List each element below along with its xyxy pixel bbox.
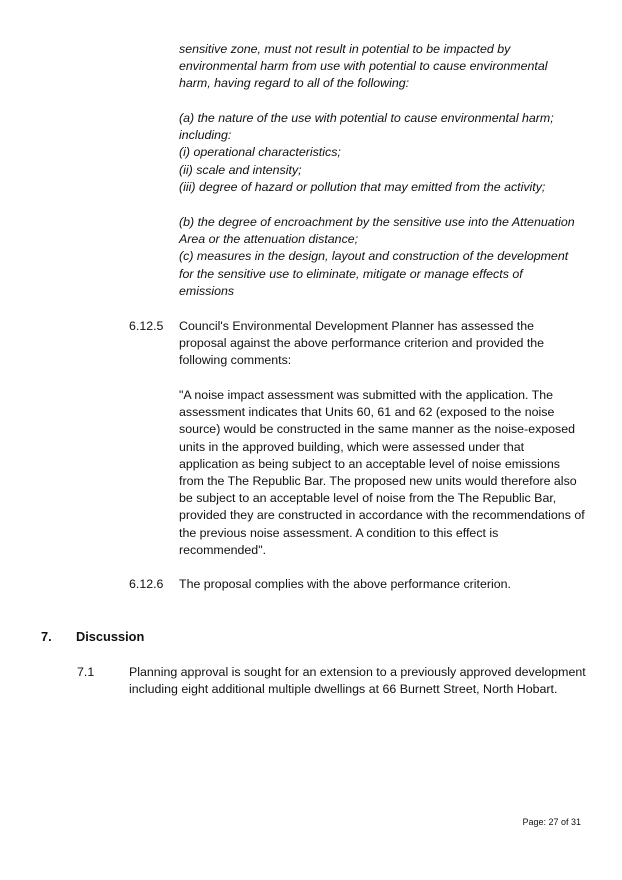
text-line: provided they are constructed in accordance with the recommendations of <box>179 508 585 523</box>
text-line: source) would be constructed in the same manner as the noise-exposed <box>179 422 576 437</box>
text-line: assessment indicates that Units 60, 61 and 62 (exposed to the noise <box>179 405 555 420</box>
text-line: (c) measures in the design, layout and construction of the development <box>179 249 569 264</box>
text-line: units in the approved building, which were assessed under that <box>179 439 525 454</box>
text-line: sensitive zone, must not result in potential to be impacted by <box>179 42 511 56</box>
text-line: "A noise impact assessment was submitted with the application. The <box>179 388 554 402</box>
section-heading-number: 7. <box>41 629 52 644</box>
text-line: (i) operational characteristics; <box>179 145 341 160</box>
criteria-bc-list <box>179 214 575 300</box>
section-6-12-6-text: The proposal complies with the above performance criterion. <box>179 577 511 591</box>
text-line: recommended". <box>179 542 267 557</box>
text-line: including: <box>179 128 232 143</box>
section-number-6-12-6: 6.12.6 <box>129 577 164 591</box>
text-line: Council's Environmental Development Planner has assessed the <box>179 319 535 333</box>
text-line: (a) the nature of the use with potential to cause environmental harm; <box>179 111 554 125</box>
section-number-7-1: 7.1 <box>77 665 95 679</box>
text-line: proposal against the above performance criterion and provided the <box>179 336 545 351</box>
text-line: application as being subject to an acceptable level of noise emissions <box>179 456 560 471</box>
section-number-6-12-5: 6.12.5 <box>129 319 164 333</box>
text-line: for the sensitive use to eliminate, mitigate or manage effects of <box>179 266 523 281</box>
text-line: Planning approval is sought for an extension to a previously approved development <box>129 665 586 679</box>
criteria-a-list <box>179 110 554 196</box>
text-line: (iii) degree of hazard or pollution that may emitted from the activity; <box>179 179 546 194</box>
intro-italic-text <box>179 41 547 93</box>
planner-quote <box>179 387 585 559</box>
text-line: harm, having regard to all of the following: <box>179 76 410 91</box>
section-6-12-5-text <box>179 318 544 370</box>
section-heading-discussion: Discussion <box>76 629 145 644</box>
text-line: following comments: <box>179 353 292 368</box>
text-line: Area or the attenuation distance; <box>179 232 359 247</box>
text-line: be subject to an acceptable level of noise from the The Republic Bar, <box>179 491 557 506</box>
text-line: including eight additional multiple dwellings at 66 Burnett Street, North Hobart. <box>129 682 558 697</box>
text-line: the previous noise assessment. A condition to this effect is <box>179 525 499 540</box>
text-line: from the The Republic Bar. The proposed new units would therefore also <box>179 474 577 489</box>
text-line: environmental harm from use with potential to cause environmental <box>179 59 548 74</box>
page-number-footer: Page: 27 of 31 <box>522 817 581 827</box>
section-7-1-text <box>129 664 586 698</box>
text-line: emissions <box>179 283 235 298</box>
text-line: (ii) scale and intensity; <box>179 162 302 177</box>
text-line: (b) the degree of encroachment by the sensitive use into the Attenuation <box>179 215 575 229</box>
